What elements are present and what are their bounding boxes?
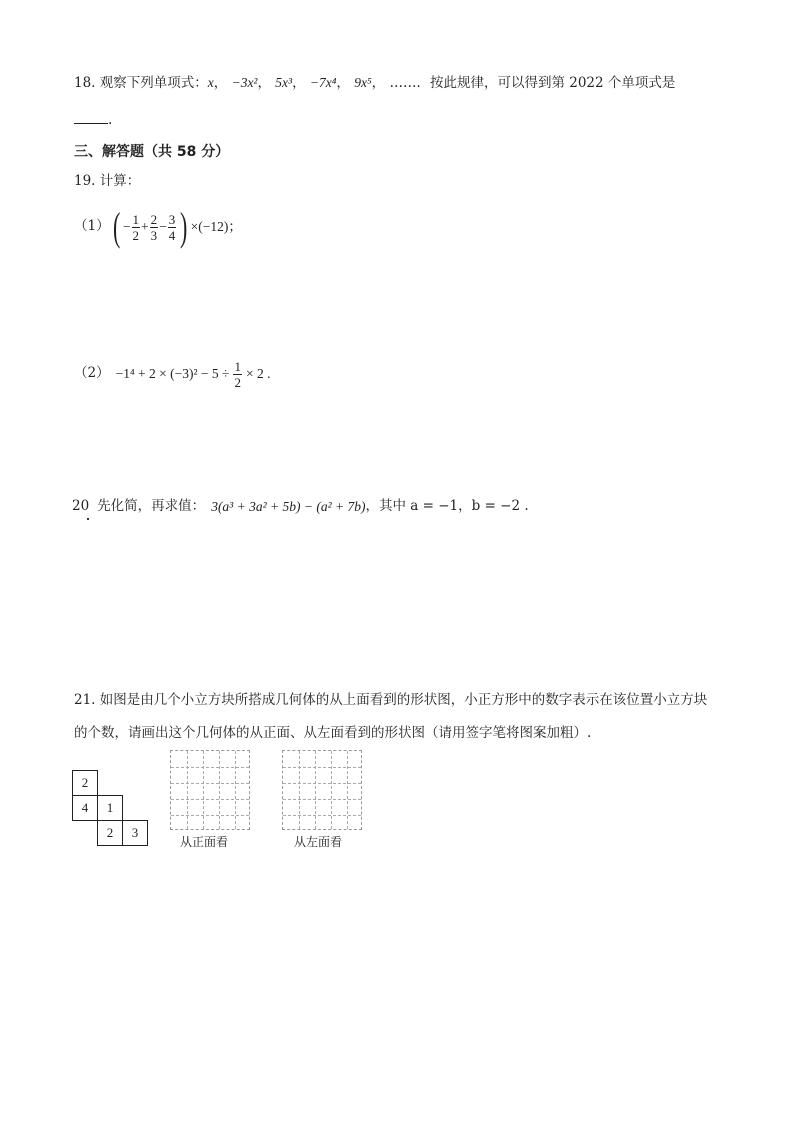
q18-intro: 观察下列单项式： (99, 75, 208, 91)
q19-number: 19. (74, 173, 96, 189)
q18-term-4: −7x⁴ (309, 75, 337, 90)
q20-intro: 先化简，再求值： (97, 498, 206, 515)
q18-term-3: 5x³ (275, 75, 293, 90)
q20-expression: 3(a³ + 3a² + 5b) − (a² + 7b) (211, 499, 366, 515)
q20-condition: ，其中 a = −1，b = −2 . (365, 498, 529, 515)
q19-part2-expr-a: −1⁴ + 2 × (−3)² − 5 ÷ (115, 366, 230, 382)
open-paren: ( (112, 204, 120, 249)
top-view-cell: 2 (97, 820, 123, 846)
section-heading: 三、解答题（共 58 分） (74, 144, 230, 160)
front-view-grid[interactable] (170, 750, 250, 830)
close-paren: ) (180, 204, 188, 249)
top-view-cell: 1 (97, 795, 123, 821)
q21-line2 (74, 727, 591, 741)
front-view-caption: 从正面看 (180, 835, 229, 849)
q19-intro: 计算： (99, 173, 141, 189)
q19-part1: （1） ( − $\frac{1}{2}$ + $\frac{2}{3}$ − $\frac{3}{4}$ ) ×(−12)； (74, 204, 242, 249)
q21-text-line1: 如图是由几个小立方块所搭成几何体的从上面看到的形状图，小正方形中的数字表示在该位置小立方块 (99, 692, 708, 708)
top-view-figure (72, 770, 152, 850)
q20-number: 20 (72, 498, 90, 515)
left-view-grid[interactable] (282, 750, 362, 830)
top-view-cell: 3 (122, 820, 148, 846)
q18-term-5: 9x⁵ (354, 75, 372, 90)
top-view-cell: 4 (72, 795, 98, 821)
q21-text-line2: 的个数，请画出这个几何体的从正面、从左面看到的形状图（请用签字笔将图案加粗）. (74, 725, 592, 741)
fraction: $\frac{1}{2}$ (132, 211, 140, 243)
q19-part1-label: （1） (74, 218, 110, 235)
q21-number: 21. (74, 692, 96, 708)
q18-tail: ．按此规律，可以得到第 2022 个单项式是 (416, 75, 676, 91)
q18-number: 18. (74, 75, 96, 91)
q18-term-1: x (207, 75, 214, 90)
left-view-caption: 从左面看 (294, 835, 343, 849)
q18-answer-line (74, 111, 112, 128)
fraction: $\frac{3}{4}$ (168, 211, 176, 243)
q19-part2 (74, 356, 270, 392)
stray-dot (87, 518, 89, 520)
q19-part2-expr-b: × 2 . (245, 366, 271, 382)
q19-line (74, 175, 140, 189)
top-view-cell: 2 (72, 770, 98, 796)
q20-line (72, 495, 529, 519)
q19-part2-label: （2） (74, 365, 110, 382)
q18-end: . (108, 112, 113, 128)
q18-ellipsis: …… (389, 75, 417, 91)
fraction: $\frac{1}{2}$ (234, 358, 241, 390)
q18-line1: 18. 观察下列单项式：x， −3x²， 5x³， −7x⁴， 9x⁵， ……．按此规律，可以得到第 2022 个单项式是 (74, 75, 676, 91)
q21-line1 (74, 694, 707, 708)
q19-part1-tail: ×(−12)； (190, 219, 242, 235)
fraction: $\frac{2}{3}$ (150, 211, 158, 243)
q18-term-2: −3x² (231, 75, 258, 90)
answer-blank (74, 111, 108, 124)
